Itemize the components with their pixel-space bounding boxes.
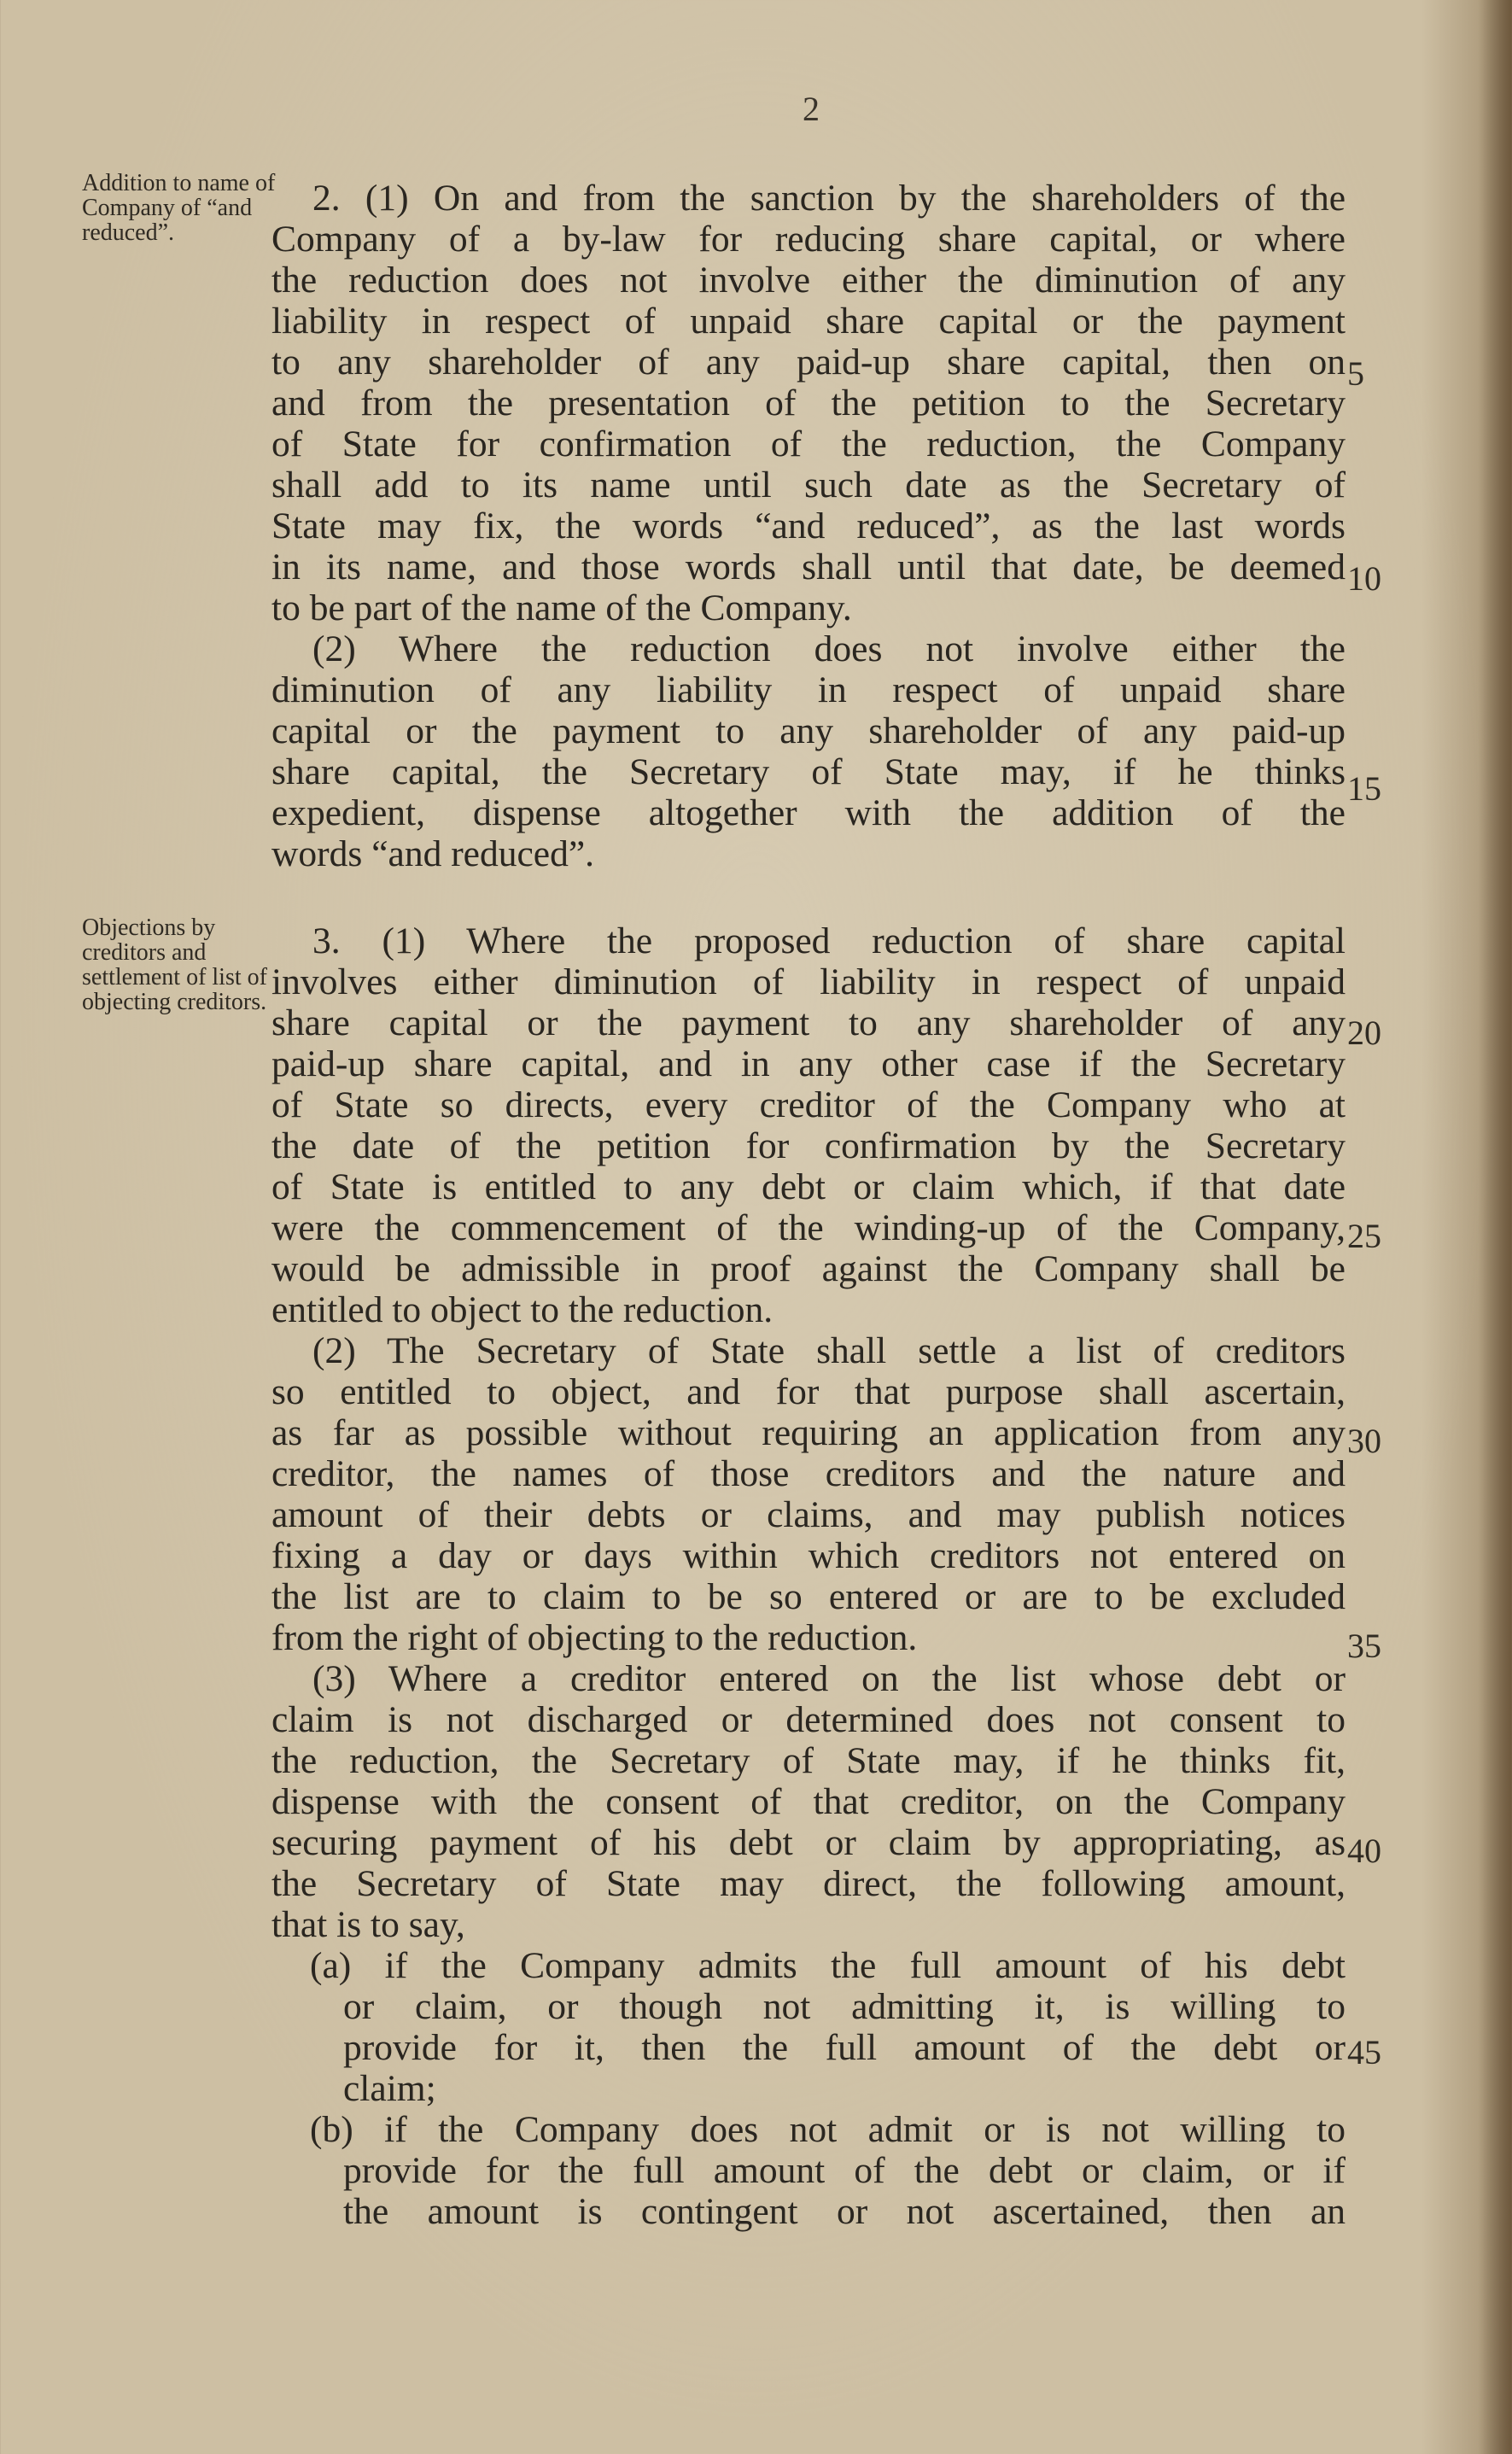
text-line: creditor, the names of those creditors and the nature and bbox=[271, 1453, 1346, 1494]
text-line: the reduction does not involve either the diminution of any bbox=[271, 260, 1346, 301]
text-line: (a) if the Company admits the full amount of his debt bbox=[310, 1945, 1346, 1986]
text-line: provide for the full amount of the debt or claim, or if bbox=[343, 2150, 1346, 2191]
text-line: so entitled to object, and for that purpose shall ascertain, bbox=[271, 1371, 1346, 1412]
text-line: State may fix, the words “and reduced”, as the last words bbox=[271, 505, 1346, 546]
text-line: that is to say, bbox=[271, 1904, 465, 1945]
page-edge-shadow bbox=[1478, 0, 1512, 2454]
text-line: would be admissible in proof against the Company shall be bbox=[271, 1248, 1346, 1289]
text-line: claim is not discharged or determined does not consent to bbox=[271, 1699, 1346, 1740]
text-line: and from the presentation of the petition to the Secretary bbox=[271, 383, 1346, 424]
text-line: amount of their debts or claims, and may publish notices bbox=[271, 1494, 1346, 1535]
text-line: dispense with the consent of that creditor, on the Company bbox=[271, 1781, 1346, 1822]
line-number: 30 bbox=[1347, 1422, 1381, 1460]
text-line: the Secretary of State may direct, the following amount, bbox=[271, 1863, 1346, 1904]
text-line: 2. (1) On and from the sanction by the shareholders of the bbox=[312, 178, 1346, 219]
text-line: or claim, or though not admitting it, is willing to bbox=[343, 1986, 1346, 2027]
line-number: 20 bbox=[1347, 1014, 1381, 1052]
text-line: from the right of objecting to the reduction. bbox=[271, 1617, 918, 1658]
text-line: as far as possible without requiring an application from any bbox=[271, 1412, 1346, 1453]
text-line: share capital or the payment to any shareholder of any bbox=[271, 1002, 1346, 1043]
text-line: of State is entitled to any debt or claim which, if that date bbox=[271, 1166, 1346, 1207]
text-line: securing payment of his debt or claim by appropriating, as bbox=[271, 1822, 1346, 1863]
line-number: 35 bbox=[1347, 1627, 1381, 1665]
text-line: diminution of any liability in respect of unpaid share bbox=[271, 669, 1346, 710]
line-number: 40 bbox=[1347, 1832, 1381, 1870]
text-line: provide for it, then the full amount of the debt or bbox=[343, 2027, 1346, 2068]
text-line: to any shareholder of any paid-up share capital, then on bbox=[271, 342, 1346, 383]
text-line: expedient, dispense altogether with the addition of the bbox=[271, 792, 1346, 833]
text-line: of State so directs, every creditor of the Company who at bbox=[271, 1084, 1346, 1125]
page-number: 2 bbox=[803, 90, 820, 128]
text-line: claim; bbox=[343, 2068, 436, 2109]
line-number: 15 bbox=[1347, 769, 1381, 808]
margin-note-addition-to-name: Addition to name of Company of “and reduced”. bbox=[82, 170, 276, 246]
text-line: the date of the petition for confirmation by the Secretary bbox=[271, 1125, 1346, 1166]
text-line: of State for confirmation of the reduction, the Company bbox=[271, 424, 1346, 465]
text-line: capital or the payment to any shareholder of any paid-up bbox=[271, 710, 1346, 751]
text-line: to be part of the name of the Company. bbox=[271, 587, 852, 628]
line-number: 10 bbox=[1347, 559, 1381, 598]
margin-note-objections-by-creditors: Objections by creditors and settlement of list of objecting creditors. bbox=[82, 914, 267, 1015]
text-line: in its name, and those words shall until that date, be deemed bbox=[271, 546, 1346, 587]
text-line: entitled to object to the reduction. bbox=[271, 1289, 774, 1330]
text-line: share capital, the Secretary of State may, if he thinks bbox=[271, 751, 1346, 792]
text-line: paid-up share capital, and in any other case if the Secretary bbox=[271, 1043, 1346, 1084]
text-line: the reduction, the Secretary of State may, if he thinks fit, bbox=[271, 1740, 1346, 1781]
text-line: the amount is contingent or not ascertained, then an bbox=[343, 2191, 1346, 2232]
line-number: 45 bbox=[1347, 2033, 1381, 2071]
text-line: (3) Where a creditor entered on the list whose debt or bbox=[312, 1658, 1346, 1699]
text-line: involves either diminution of liability in respect of unpaid bbox=[271, 961, 1346, 1002]
text-line: the list are to claim to be so entered or are to be excluded bbox=[271, 1576, 1346, 1617]
text-line: Company of a by-law for reducing share capital, or where bbox=[271, 219, 1346, 260]
text-line: (2) Where the reduction does not involve either the bbox=[312, 628, 1346, 669]
text-line: (b) if the Company does not admit or is not willing to bbox=[310, 2109, 1346, 2150]
line-number: 25 bbox=[1347, 1217, 1381, 1255]
text-line: words “and reduced”. bbox=[271, 833, 595, 874]
text-line: fixing a day or days within which creditors not entered on bbox=[271, 1535, 1346, 1576]
line-number: 5 bbox=[1347, 354, 1364, 393]
text-line: shall add to its name until such date as the Secretary of bbox=[271, 465, 1346, 505]
text-line: 3. (1) Where the proposed reduction of share capital bbox=[312, 920, 1346, 961]
text-line: liability in respect of unpaid share capital or the payment bbox=[271, 301, 1346, 342]
text-line: (2) The Secretary of State shall settle a list of creditors bbox=[312, 1330, 1346, 1371]
text-line: were the commencement of the winding-up of the Company, bbox=[271, 1207, 1346, 1248]
